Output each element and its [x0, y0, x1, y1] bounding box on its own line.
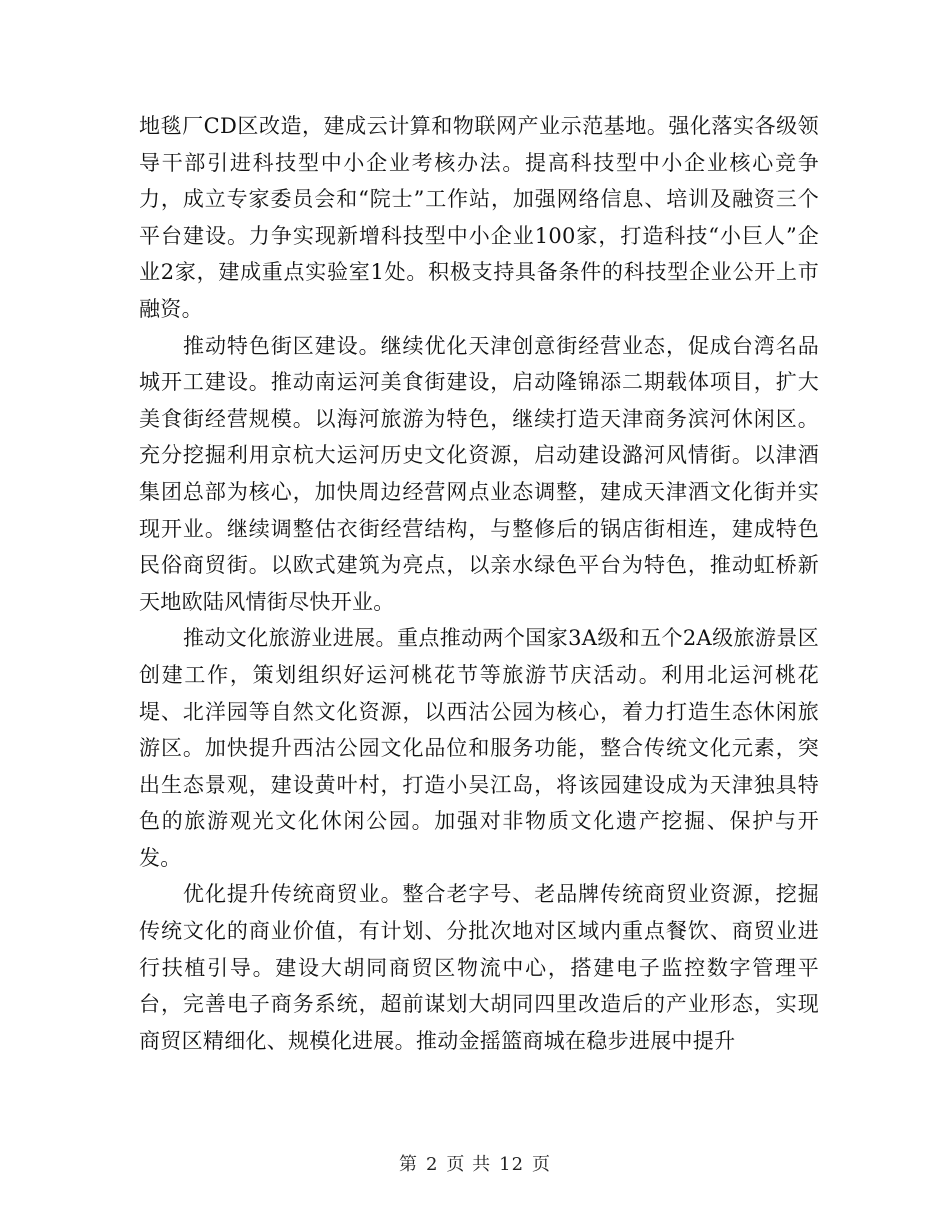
page-number: 2: [425, 1154, 439, 1175]
page-footer: [0, 1150, 950, 1176]
document-body: [139, 108, 819, 1059]
paragraph-4: 优化提升传统商贸业。整合老字号、老品牌传统商贸业资源，挖掘传统文化的商业价值，有计划、分批次地对区域内重点餐饮、商贸业进行扶植引导。建设大胡同商贸区物流中心，搭建电子监控数字管理平台，完善电子商务系统，超前谋划大胡同四里改造后的产业形态，实现商贸区精细化、规模化进展。推动金摇篮商城在稳步进展中提升: [139, 882, 819, 1053]
footer-suffix: 页: [532, 1154, 552, 1175]
footer-middle: 页 共: [446, 1154, 492, 1175]
footer-prefix: 第: [398, 1154, 418, 1175]
paragraph-1: 地毯厂CD区改造，建成云计算和物联网产业示范基地。强化落实各级领导干部引进科技型中小企业考核办法。提高科技型中小企业核心竞争力，成立专家委员会和“院士”工作站，加强网络信息、培训及融资三个平台建设。力争实现新增科技型中小企业100家，打造科技“小巨人”企业2家，建成重点实验室1处。积极支持具备条件的科技型企业公开上市融资。: [139, 114, 819, 321]
paragraph-3: 推动文化旅游业进展。重点推动两个国家3A级和五个2A级旅游景区创建工作，策划组织好运河桃花节等旅游节庆活动。利用北运河桃花堤、北洋园等自然文化资源，以西沽公园为核心，着力打造生态休闲旅游区。加快提升西沽公园文化品位和服务功能，整合传统文化元素，突出生态景观，建设黄叶村，打造小吴江岛，将该园建设成为天津独具特色的旅游观光文化休闲公园。加强对非物质文化遗产挖掘、保护与开发。: [139, 626, 819, 870]
paragraph-2: 推动特色街区建设。继续优化天津创意街经营业态，促成台湾名品城开工建设。推动南运河美食街建设，启动隆锦添二期载体项目，扩大美食街经营规模。以海河旅游为特色，继续打造天津商务滨河休闲区。充分挖掘利用京杭大运河历史文化资源，启动建设潞河风情街。以津酒集团总部为核心，加快周边经营网点业态调整，建成天津酒文化街并实现开业。继续调整估衣街经营结构，与整修后的锅店街相连，建成特色民俗商贸街。以欧式建筑为亮点，以亲水绿色平台为特色，推动虹桥新天地欧陆风情街尽快开业。: [139, 333, 819, 614]
total-pages: 12: [499, 1154, 525, 1175]
